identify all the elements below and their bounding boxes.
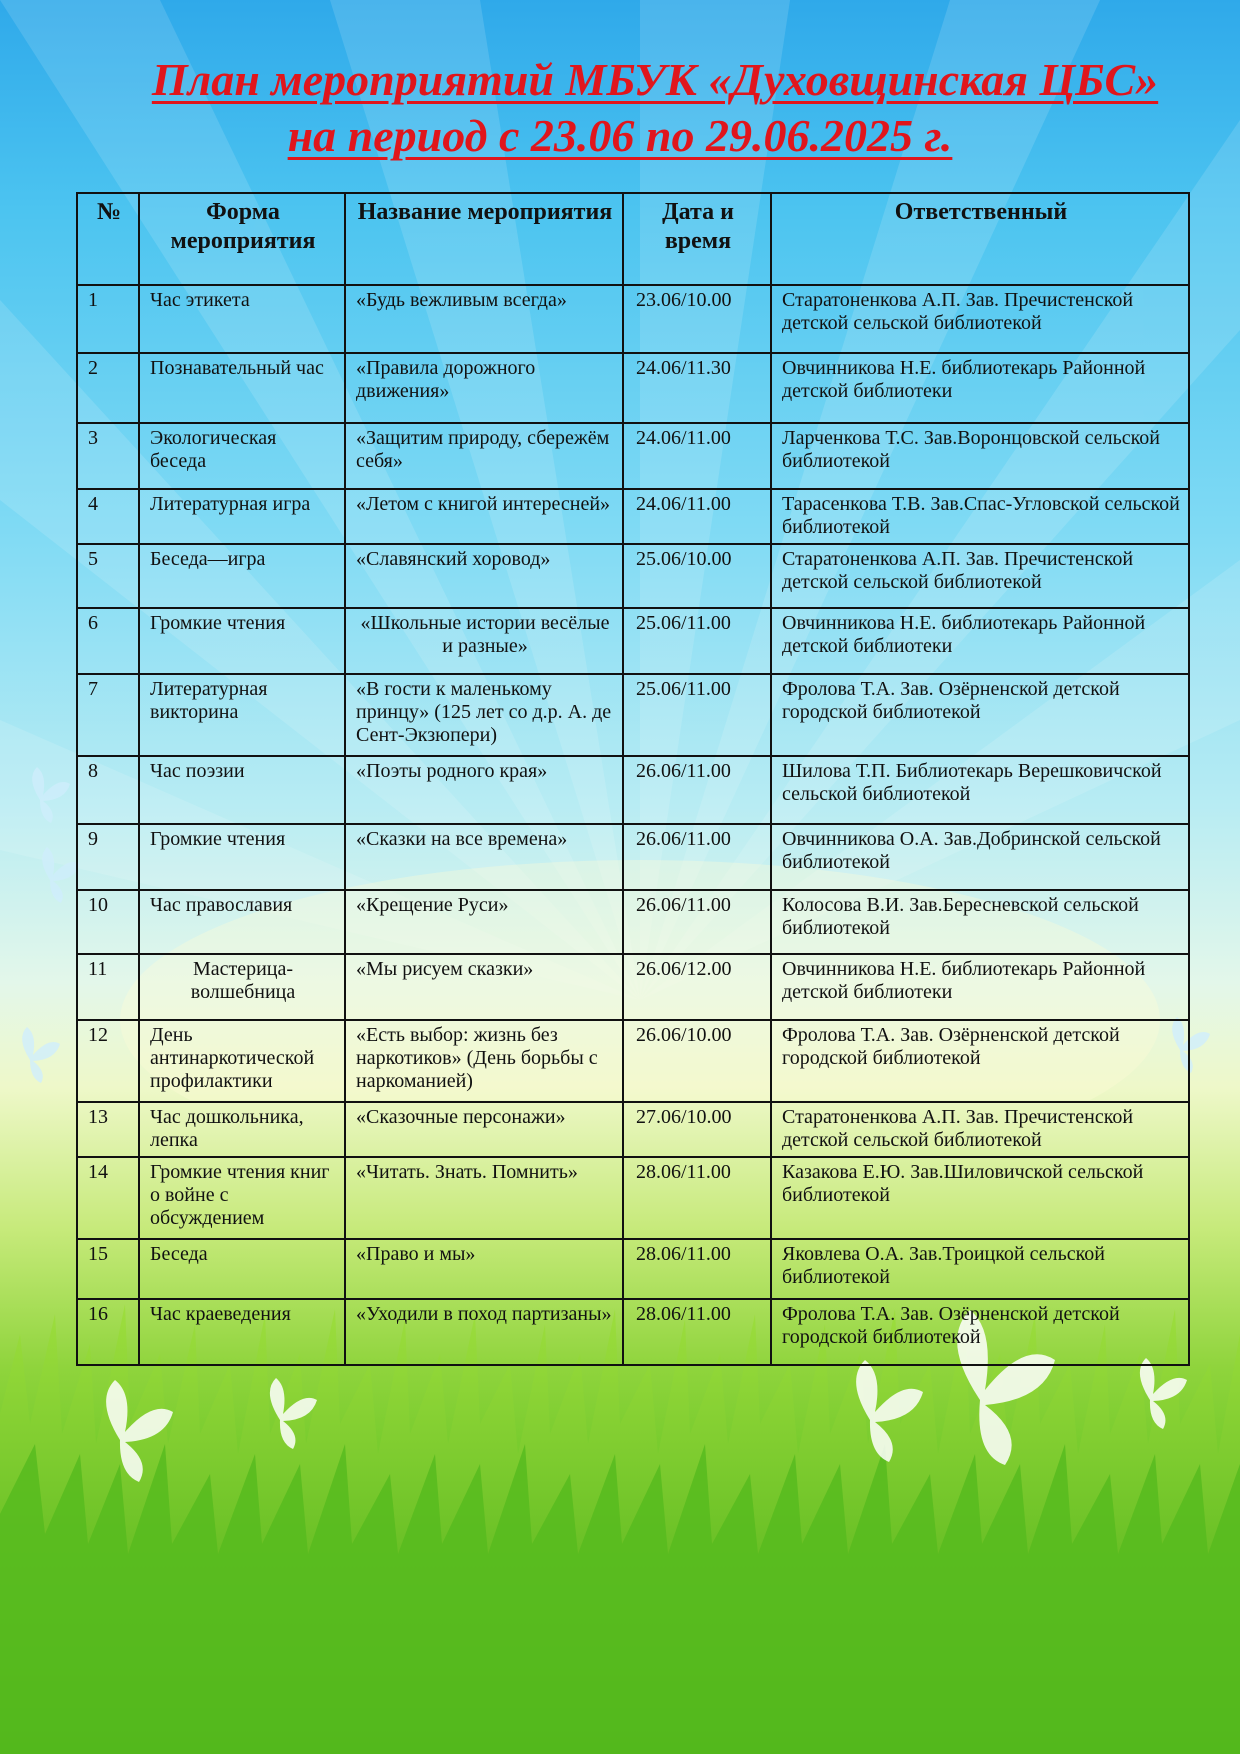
butterfly-icon [32, 767, 70, 823]
table-row [77, 824, 1189, 890]
cell-responsible: Старатоненкова А.П. Зав. Пречистенской детской сельской библиотекой [771, 1102, 1189, 1157]
cell-form: Познавательный час [139, 353, 345, 423]
cell-date: 24.06/11.00 [623, 489, 771, 544]
cell-name: «Поэты родного края» [345, 756, 623, 824]
cell-num: 13 [77, 1102, 139, 1157]
cell-name: «Есть выбор: жизнь без наркотиков» (День борьбы с наркоманией) [345, 1020, 623, 1102]
cell-date: 28.06/11.00 [623, 1299, 771, 1365]
cell-date: 23.06/10.00 [623, 285, 771, 353]
cell-num: 14 [77, 1157, 139, 1239]
cell-form: Экологическая беседа [139, 423, 345, 489]
table-row [77, 608, 1189, 674]
cell-form: День антинаркотической профилактики [139, 1020, 345, 1102]
cell-name: «Защитим природу, сбережём себя» [345, 423, 623, 489]
table-row [77, 1299, 1189, 1365]
cell-form: Громкие чтения книг о войне с обсуждением [139, 1157, 345, 1239]
cell-date: 26.06/11.00 [623, 756, 771, 824]
cell-form: Час краеведения [139, 1299, 345, 1365]
table-row [77, 954, 1189, 1020]
cell-responsible: Казакова Е.Ю. Зав.Шиловичской сельской библиотекой [771, 1157, 1189, 1239]
table-row [77, 1239, 1189, 1299]
cell-form: Мастерица- волшебница [139, 954, 345, 1020]
cell-form: Беседа [139, 1239, 345, 1299]
cell-date: 24.06/11.30 [623, 353, 771, 423]
cell-date: 25.06/11.00 [623, 608, 771, 674]
cell-name: «Уходили в поход партизаны» [345, 1299, 623, 1365]
butterfly-icon [42, 847, 80, 903]
cell-date: 26.06/11.00 [623, 824, 771, 890]
table-header-row [77, 193, 1189, 285]
cell-name: «Школьные истории весёлые и разные» [345, 608, 623, 674]
cell-form: Громкие чтения [139, 824, 345, 890]
cell-num: 9 [77, 824, 139, 890]
cell-name: «Сказочные персонажи» [345, 1102, 623, 1157]
cell-date: 26.06/10.00 [623, 1020, 771, 1102]
header-num: № [77, 193, 139, 285]
table-row [77, 890, 1189, 954]
cell-responsible: Яковлева О.А. Зав.Троицкой сельской библиотекой [771, 1239, 1189, 1299]
cell-num: 8 [77, 756, 139, 824]
events-table [76, 192, 1190, 1366]
cell-num: 10 [77, 890, 139, 954]
cell-responsible: Овчинникова Н.Е. библиотекарь Районной детской библиотеки [771, 954, 1189, 1020]
cell-responsible: Старатоненкова А.П. Зав. Пречистенской детской сельской библиотекой [771, 544, 1189, 608]
table-row [77, 756, 1189, 824]
cell-form: Час этикета [139, 285, 345, 353]
cell-num: 3 [77, 423, 139, 489]
table-row [77, 353, 1189, 423]
cell-name: «В гости к маленькому принцу» (125 лет со д.р. А. де Сент-Экзюпери) [345, 674, 623, 756]
table-row [77, 1020, 1189, 1102]
cell-num: 6 [77, 608, 139, 674]
cell-name: «Летом с книгой интересней» [345, 489, 623, 544]
cell-name: «Славянский хоровод» [345, 544, 623, 608]
cell-form: Громкие чтения [139, 608, 345, 674]
cell-responsible: Овчинникова Н.Е. библиотекарь Районной детской библиотеки [771, 608, 1189, 674]
butterfly-icon [270, 1378, 317, 1449]
cell-responsible: Фролова Т.А. Зав. Озёрненской детской городской библиотекой [771, 1020, 1189, 1102]
cell-form: Беседа—игра [139, 544, 345, 608]
cell-num: 1 [77, 285, 139, 353]
cell-responsible: Колосова В.И. Зав.Бересневской сельской библиотекой [771, 890, 1189, 954]
table-row [77, 1102, 1189, 1157]
cell-date: 26.06/11.00 [623, 890, 771, 954]
cell-date: 26.06/12.00 [623, 954, 771, 1020]
title-line-1: План мероприятий МБУК «Духовщинская ЦБС» [151, 54, 1159, 105]
table-row [77, 285, 1189, 353]
table-row [77, 674, 1189, 756]
cell-responsible: Шилова Т.П. Библиотекарь Верешковичской сельской библиотекой [771, 756, 1189, 824]
cell-name: «Будь вежливым всегда» [345, 285, 623, 353]
table-row [77, 1157, 1189, 1239]
cell-name: «Мы рисуем сказки» [345, 954, 623, 1020]
cell-form: Час православия [139, 890, 345, 954]
title-line-2: на период с 23.06 по 29.06.2025 г. [287, 110, 953, 161]
butterfly-icon [1140, 1358, 1187, 1429]
cell-responsible: Фролова Т.А. Зав. Озёрненской детской городской библиотекой [771, 674, 1189, 756]
cell-form: Литературная викторина [139, 674, 345, 756]
cell-name: «Читать. Знать. Помнить» [345, 1157, 623, 1239]
cell-num: 4 [77, 489, 139, 544]
butterfly-icon [22, 1027, 60, 1083]
header-date: Дата и время [623, 193, 771, 285]
cell-responsible: Овчинникова О.А. Зав.Добринской сельской библиотекой [771, 824, 1189, 890]
cell-responsible: Овчинникова Н.Е. библиотекарь Районной детской библиотеки [771, 353, 1189, 423]
cell-date: 28.06/11.00 [623, 1157, 771, 1239]
cell-name: «Право и мы» [345, 1239, 623, 1299]
cell-num: 5 [77, 544, 139, 608]
cell-responsible: Ларченкова Т.С. Зав.Воронцовской сельской библиотекой [771, 423, 1189, 489]
cell-responsible: Старатоненкова А.П. Зав. Пречистенской детской сельской библиотекой [771, 285, 1189, 353]
butterfly-icon [106, 1380, 173, 1482]
cell-num: 11 [77, 954, 139, 1020]
cell-name: «Сказки на все времена» [345, 824, 623, 890]
cell-name: «Крещение Руси» [345, 890, 623, 954]
butterfly-icon [856, 1360, 923, 1462]
cell-num: 15 [77, 1239, 139, 1299]
cell-form: Час поэзии [139, 756, 345, 824]
cell-num: 7 [77, 674, 139, 756]
cell-num: 12 [77, 1020, 139, 1102]
header-name: Название мероприятия [345, 193, 623, 285]
cell-date: 25.06/10.00 [623, 544, 771, 608]
header-responsible: Ответственный [771, 193, 1189, 285]
cell-responsible: Фролова Т.А. Зав. Озёрненской детской городской библиотекой [771, 1299, 1189, 1365]
cell-responsible: Тарасенкова Т.В. Зав.Спас-Угловской сельской библиотекой [771, 489, 1189, 544]
cell-date: 27.06/10.00 [623, 1102, 771, 1157]
cell-form: Литературная игра [139, 489, 345, 544]
cell-num: 2 [77, 353, 139, 423]
table-row [77, 489, 1189, 544]
page-title [40, 52, 1200, 164]
header-form: Форма мероприятия [139, 193, 345, 285]
cell-date: 25.06/11.00 [623, 674, 771, 756]
table-row [77, 423, 1189, 489]
cell-date: 28.06/11.00 [623, 1239, 771, 1299]
cell-date: 24.06/11.00 [623, 423, 771, 489]
cell-name: «Правила дорожного движения» [345, 353, 623, 423]
table-row [77, 544, 1189, 608]
cell-num: 16 [77, 1299, 139, 1365]
cell-form: Час дошкольника, лепка [139, 1102, 345, 1157]
